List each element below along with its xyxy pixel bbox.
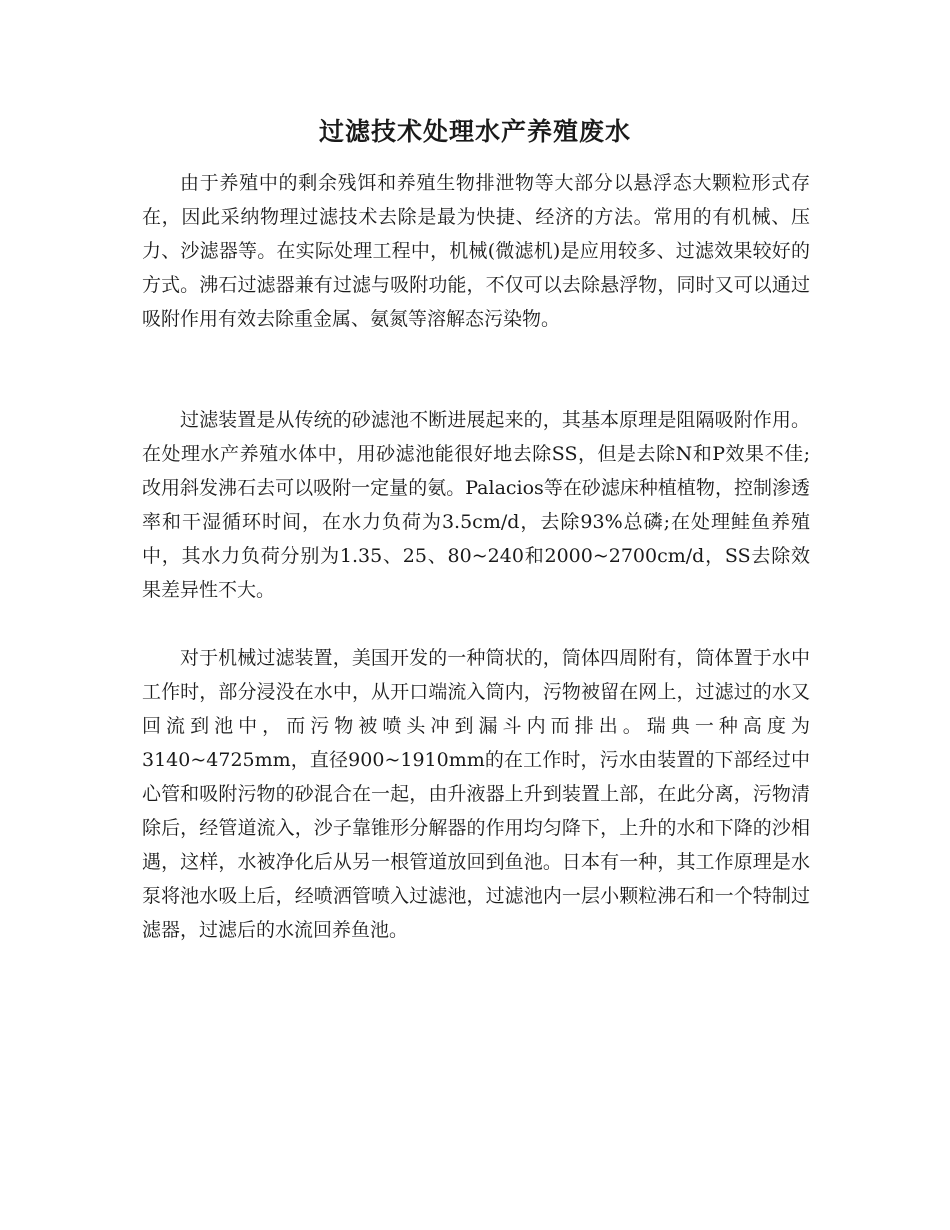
page-title: 过滤技术处理水产养殖废水 <box>318 117 631 146</box>
paragraph-2: 过滤装置是从传统的砂滤池不断进展起来的，其基本原理是阻隔吸附作用。在处理水产养殖水体中，用砂滤池能很好地去除SS，但是去除N和P效果不佳;改用斜发沸石去可以吸附一定量的氨。Palacios等在砂滤床种植植物，控制渗透率和干湿循环时间，在水力负荷为3.5cm/d，去除93%总磷;在处理鲑鱼养殖中，其水力负荷分别为1.35、25、80~240和2000~2700cm/d，SS去除效果差异性不大。 <box>142 409 810 601</box>
paragraph-3: 对于机械过滤装置，美国开发的一种筒状的，筒体四周附有，筒体置于水中工作时，部分浸没在水中，从开口端流入筒内，污物被留在网上，过滤过的水又回流到池中，而污物被喷头冲到漏斗内而排出。瑞典一种高度为3140~4725mm，直径900~1910mm的在工作时，污水由装置的下部经过中心管和吸附污物的砂混合在一起，由升液器上升到装置上部，在此分离，污物清除后，经管道流入，沙子靠锥形分解器的作用均匀降下，上升的水和下降的沙相遇，这样，水被净化后从另一根管道放回到鱼池。日本有一种，其工作原理是水泵将池水吸上后，经喷洒管喷入过滤池，过滤池内一层小颗粒沸石和一个特制过滤器，过滤后的水流回养鱼池。 <box>142 647 810 941</box>
paragraph-1: 由于养殖中的剩余残饵和养殖生物排泄物等大部分以悬浮态大颗粒形式存在，因此采纳物理过滤技术去除是最为快捷、经济的方法。常用的有机械、压力、沙滤器等。在实际处理工程中，机械(微滤机)是应用较多、过滤效果较好的方式。沸石过滤器兼有过滤与吸附功能，不仅可以去除悬浮物，同时又可以通过吸附作用有效去除重金属、氨氮等溶解态污染物。 <box>142 172 810 330</box>
